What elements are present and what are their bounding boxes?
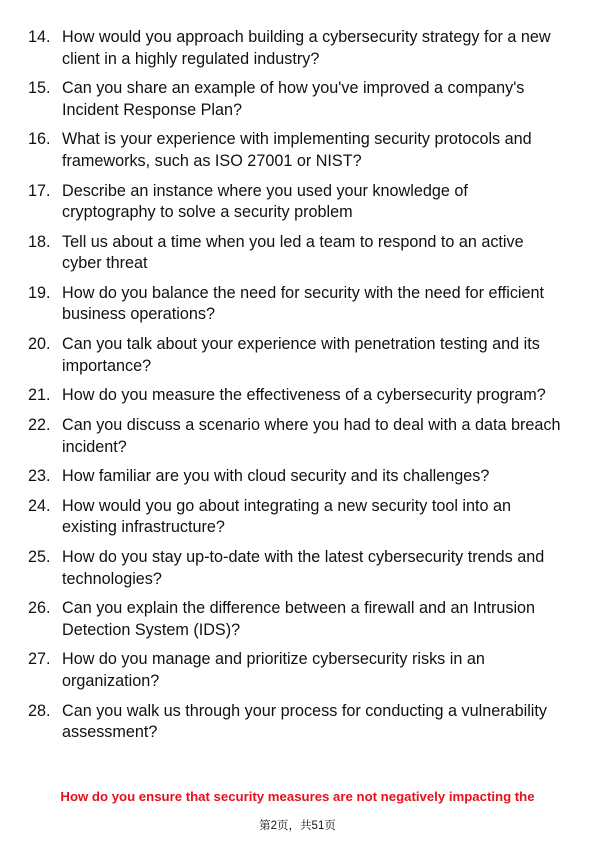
- question-text: Can you share an example of how you've improved a company's Incident Response Plan?: [62, 79, 525, 119]
- question-item: [0, 129, 595, 172]
- question-text: How would you go about integrating a new security tool into an existing infrastructure?: [62, 496, 512, 537]
- question-number: 19.: [28, 283, 51, 302]
- question-number: 25.: [28, 548, 51, 567]
- question-number: 20.: [28, 335, 51, 354]
- question-number: 21.: [28, 386, 51, 405]
- question-text: Can you talk about your experience with penetration testing and its importance?: [62, 335, 540, 375]
- question-number: 27.: [28, 650, 51, 669]
- question-number: 17.: [28, 181, 51, 200]
- question-text: How would you approach building a cybersecurity strategy for a new client in a highly regulated industry?: [62, 28, 551, 68]
- question-item: [0, 181, 595, 224]
- question-number: 18.: [28, 232, 51, 251]
- question-item: [0, 283, 595, 326]
- question-item: [0, 547, 595, 590]
- question-item: [0, 466, 595, 488]
- question-text: Describe an instance where you used your knowledge of cryptography to solve a security problem: [62, 181, 468, 222]
- question-item: [0, 27, 595, 70]
- question-list: [0, 27, 595, 752]
- question-number: 26.: [28, 599, 51, 618]
- question-item: [0, 78, 595, 121]
- question-text: How do you stay up-to-date with the latest cybersecurity trends and technologies?: [62, 548, 545, 588]
- question-number: 28.: [28, 701, 51, 720]
- question-item: [0, 334, 595, 377]
- question-text: Tell us about a time when you led a team to respond to an active cyber threat: [62, 232, 524, 273]
- question-item: [0, 701, 595, 744]
- question-text: How do you measure the effectiveness of a cybersecurity program?: [62, 386, 546, 405]
- question-text: Can you discuss a scenario where you had to deal with a data breach incident?: [62, 416, 561, 456]
- question-number: 22.: [28, 416, 51, 434]
- question-item: [0, 598, 595, 641]
- question-number: 14.: [28, 28, 51, 46]
- question-item: [0, 649, 595, 692]
- question-item: [0, 232, 595, 275]
- next-question-teaser: How do you ensure that security measures are not negatively impacting the: [60, 789, 535, 804]
- question-item: [0, 415, 595, 458]
- question-text: How do you balance the need for security with the need for efficient business operations?: [62, 283, 545, 324]
- question-number: 16.: [28, 130, 51, 149]
- question-text: How do you manage and prioritize cybersecurity risks in an organization?: [62, 650, 485, 690]
- page-footer: 第2页，共51页: [259, 820, 336, 832]
- question-text: Can you walk us through your process for conducting a vulnerability assessment?: [62, 701, 547, 742]
- question-text: Can you explain the difference between a firewall and an Intrusion Detection System (IDS)?: [62, 599, 536, 639]
- question-number: 15.: [28, 79, 51, 98]
- question-number: 24.: [28, 496, 51, 515]
- question-item: [0, 496, 595, 539]
- question-text: How familiar are you with cloud security and its challenges?: [62, 467, 490, 486]
- question-number: 23.: [28, 467, 51, 486]
- question-item: [0, 385, 595, 407]
- question-text: What is your experience with implementing security protocols and frameworks, such as ISO 27001 or NIST?: [62, 130, 532, 170]
